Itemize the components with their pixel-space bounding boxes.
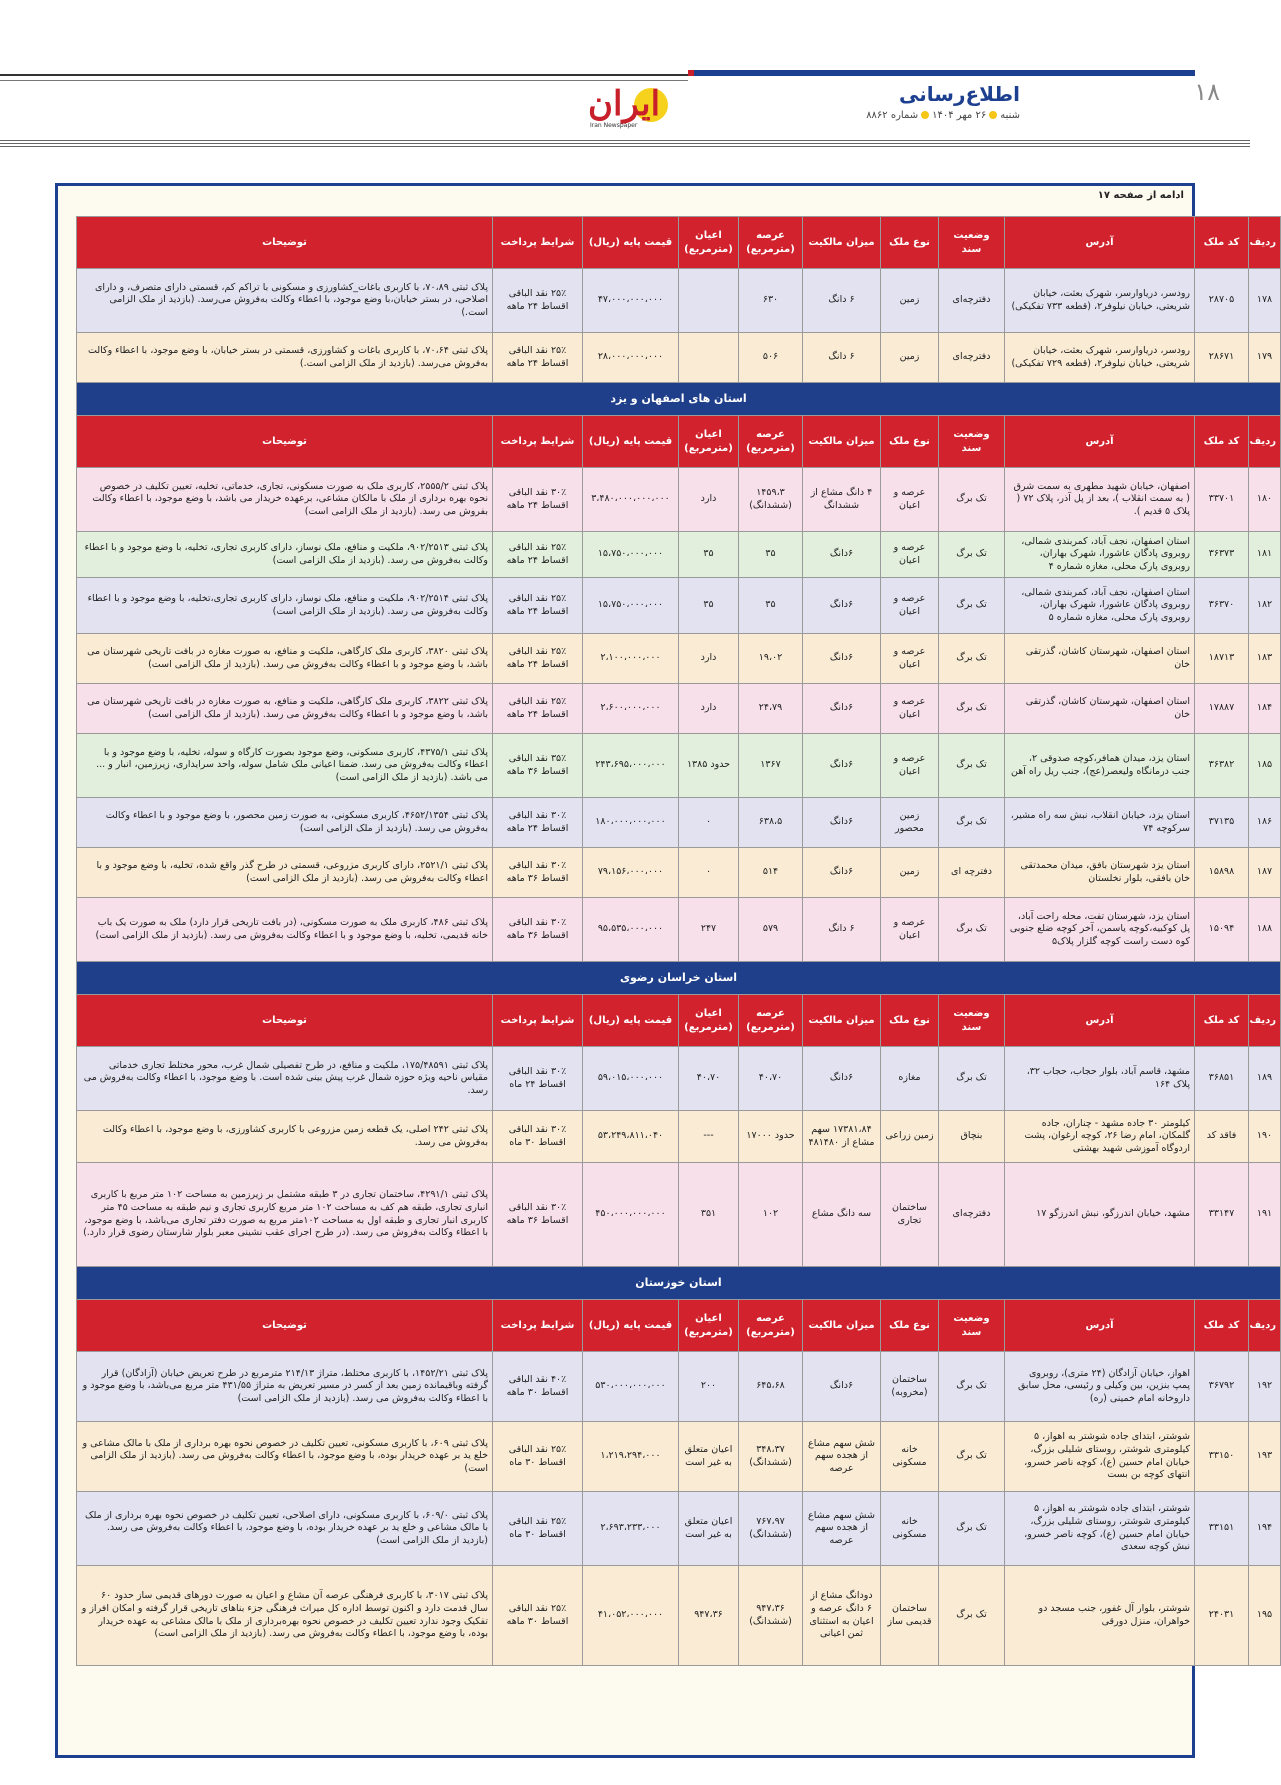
cell-code: ۲۸۶۷۱ xyxy=(1195,333,1249,383)
cell-address: استان اصفهان، نجف آباد، کمربندی شمالی، روبروی پادگان عاشورا، شهرک بهاران، روبروی پارک محلی، مغازه شماره ۴ xyxy=(1005,532,1195,578)
issue-number: شماره ۸۸۶۲ xyxy=(866,110,919,121)
issue-date: ۲۶ مهر ۱۴۰۴ xyxy=(932,110,987,121)
cell-code: ۳۶۷۹۲ xyxy=(1195,1352,1249,1422)
cell-price: ۲،۶۹۳،۲۳۳،۰۰۰ xyxy=(583,1492,679,1566)
cell-radif: ۱۸۸ xyxy=(1249,898,1281,962)
column-header: آدرس xyxy=(1005,217,1195,269)
column-header: شرایط پرداخت xyxy=(493,1300,583,1352)
cell-type: زمین محصور xyxy=(881,798,939,848)
column-header: عرصه (مترمربع) xyxy=(739,1300,803,1352)
column-header: شرایط پرداخت xyxy=(493,217,583,269)
table-row xyxy=(77,1566,1281,1666)
cell-land: ۳۵ xyxy=(739,532,803,578)
column-header: توضیحات xyxy=(77,217,493,269)
cell-ownership: ۶دانگ xyxy=(803,1047,881,1111)
cell-type: عرصه و اعیان xyxy=(881,734,939,798)
cell-type: خانه مسکونی xyxy=(881,1422,939,1492)
cell-price: ۱۵،۷۵۰،۰۰۰،۰۰۰ xyxy=(583,532,679,578)
cell-land: ۱۰۲ xyxy=(739,1163,803,1267)
table-row xyxy=(77,532,1281,578)
cell-code: ۳۳۱۵۰ xyxy=(1195,1422,1249,1492)
cell-price: ۳،۴۸۰،۰۰۰،۰۰۰،۰۰۰ xyxy=(583,468,679,532)
column-header: قیمت پایه (ریال) xyxy=(583,1300,679,1352)
column-header: نوع ملک xyxy=(881,1300,939,1352)
cell-code: ۳۶۸۵۱ xyxy=(1195,1047,1249,1111)
cell-radif: ۱۷۸ xyxy=(1249,269,1281,333)
cell-payment: ۲۵٪ نقد الباقی اقساط ۲۴ ماهه xyxy=(493,634,583,684)
cell-ownership: ۶ دانگ xyxy=(803,898,881,962)
column-header: قیمت پایه (ریال) xyxy=(583,416,679,468)
bullet-dot-icon xyxy=(921,111,929,119)
cell-address: رودسر، دریاوارسر، شهرک بعثت، خیابان شریعتی، خیابان نیلوفر۲، (قطعه ۷۲۹ تفکیکی) xyxy=(1005,333,1195,383)
cell-price: ۱۸۰،۰۰۰،۰۰۰،۰۰۰ xyxy=(583,798,679,848)
cell-deed: تک برگ xyxy=(939,1566,1005,1666)
table-row xyxy=(77,898,1281,962)
region-header-row xyxy=(77,383,1281,416)
cell-address: شوشتر، بلوار آل غفور، جنب مسجد دو خواهران، منزل دورقی xyxy=(1005,1566,1195,1666)
table-row xyxy=(77,734,1281,798)
cell-address: کیلومتر ۳۰ جاده مشهد - چناران، جاده گلمکان، امام رضا ۲۶، کوچه ارغوان، پشت اردوگاه آموزشی شهید بهشتی xyxy=(1005,1111,1195,1163)
cell-building xyxy=(679,333,739,383)
column-header: آدرس xyxy=(1005,1300,1195,1352)
cell-payment: ۲۵٪ نقد الباقی اقساط ۲۴ ماهه xyxy=(493,578,583,634)
cell-radif: ۱۸۳ xyxy=(1249,634,1281,684)
cell-building: ۰ xyxy=(679,848,739,898)
table-row xyxy=(77,1111,1281,1163)
cell-payment: ۴۰٪ نقد الباقی اقساط ۳۰ ماهه xyxy=(493,1352,583,1422)
cell-deed: دفترچه‌ای xyxy=(939,333,1005,383)
table-row xyxy=(77,468,1281,532)
cell-radif: ۱۸۶ xyxy=(1249,798,1281,848)
cell-price: ۲۴۳،۶۹۵،۰۰۰،۰۰۰ xyxy=(583,734,679,798)
column-header: شرایط پرداخت xyxy=(493,416,583,468)
cell-type: عرصه و اعیان xyxy=(881,468,939,532)
cell-price: ۱۵،۷۵۰،۰۰۰،۰۰۰ xyxy=(583,578,679,634)
cell-desc: پلاک ثبتی ۱۴۵۲/۲۱، با کاربری مختلط، متراژ ۲۱۴/۱۳ مترمربع در طرح تعریض خیابان (آزادگان) قرار گرفته وباقیمانده زمین بعد از کسر در مسیر تعریض به متراژ ۴۳۱/۵۵ متر مربع می‌باشد، با وضع موجود و با اعطاء وکالت به‌فروش می رسد. (بازدید از ملک الزامی است) xyxy=(77,1352,493,1422)
column-header: اعیان (مترمربع) xyxy=(679,995,739,1047)
cell-land: ۵۰۶ xyxy=(739,333,803,383)
cell-land: ۶۳۰ xyxy=(739,269,803,333)
cell-land: حدود ۱۷۰۰۰ xyxy=(739,1111,803,1163)
cell-type: عرصه و اعیان xyxy=(881,634,939,684)
cell-ownership: ۶دانگ xyxy=(803,798,881,848)
column-header: نوع ملک xyxy=(881,995,939,1047)
cell-desc: پلاک ثبتی ۶۰۹/۰، با کاربری مسکونی، دارای اصلاحی، تعیین تکلیف در خصوص نحوه بهره برداری از ملک با مالک مشاعی و خلع ید بر عهده خریدار بوده، با وضع موجود، با اعطاء وکالت به‌فروش می رسد. (بازدید از ملک الزامی است) xyxy=(77,1492,493,1566)
cell-deed: تک برگ xyxy=(939,734,1005,798)
cell-price: ۲،۱۰۰،۰۰۰،۰۰۰ xyxy=(583,634,679,684)
column-header: ردیف xyxy=(1249,217,1281,269)
issue-info xyxy=(866,110,1020,121)
cell-land: ۳۴۸،۳۷ (ششدانگ) xyxy=(739,1422,803,1492)
cell-code: ۳۳۷۰۱ xyxy=(1195,468,1249,532)
property-listing-table xyxy=(76,216,1281,1666)
table-row xyxy=(77,634,1281,684)
cell-payment: ۳۰٪ نقد الباقی اقساط ۲۴ ماهه xyxy=(493,798,583,848)
column-header: کد ملک xyxy=(1195,217,1249,269)
cell-code: ۱۵۰۹۴ xyxy=(1195,898,1249,962)
column-header: قیمت پایه (ریال) xyxy=(583,995,679,1047)
table-row xyxy=(77,1352,1281,1422)
cell-type: زمین xyxy=(881,269,939,333)
cell-radif: ۱۸۷ xyxy=(1249,848,1281,898)
cell-ownership: سه دانگ مشاع xyxy=(803,1163,881,1267)
cell-land: ۷۶۷،۹۷ (ششدانگ) xyxy=(739,1492,803,1566)
cell-deed: تک برگ xyxy=(939,684,1005,734)
cell-ownership: ۶ دانگ xyxy=(803,333,881,383)
cell-payment: ۳۰٪ نقد الباقی اقساط ۲۴ ماه xyxy=(493,1047,583,1111)
table-row xyxy=(77,1163,1281,1267)
logo-wordmark: ایران xyxy=(588,84,661,124)
cell-radif: ۱۷۹ xyxy=(1249,333,1281,383)
table-row xyxy=(77,578,1281,634)
cell-address: استان اصفهان، نجف آباد، کمربندی شمالی، روبروی پادگان عاشورا، شهرک بهاران، روبروی پارک محلی، مغازه شماره ۵ xyxy=(1005,578,1195,634)
cell-address: شوشتر، ابتدای جاده شوشتر به اهواز، ۵ کیلومتری شوشتر، روستای شلیلی بزرگ، خیابان امام حسین (ع)، کوچه ناصر خسرو، نبش کوچه سعدی xyxy=(1005,1492,1195,1566)
cell-radif: ۱۸۵ xyxy=(1249,734,1281,798)
cell-address: رودسر، دریاوارسر، شهرک بعثت، خیابان شریعتی، خیابان نیلوفر۲، (قطعه ۷۳۳ تفکیکی) xyxy=(1005,269,1195,333)
section-bar xyxy=(688,70,1195,76)
column-header: وضعیت سند xyxy=(939,1300,1005,1352)
cell-desc: پلاک ثبتی ۹۰۲/۲۵۱۳، ملکیت و منافع، ملک نوساز، دارای کاربری تجاری، تخلیه، با وضع موجود و با اعطاء وکالت به‌فروش می رسد. (بازدید از ملک الزامی است) xyxy=(77,532,493,578)
cell-address: استان یزد، میدان همافر،کوچه صدوقی ۲، جنب درمانگاه ولیعصر(عج)، جنب ریل راه آهن xyxy=(1005,734,1195,798)
cell-deed: دفترچه ای xyxy=(939,848,1005,898)
cell-ownership: دودانگ مشاع از ۶ دانگ عرصه و اعیان به استثنای ثمن اعیانی xyxy=(803,1566,881,1666)
cell-land: ۴۰،۷۰ xyxy=(739,1047,803,1111)
column-header: میزان مالکیت xyxy=(803,995,881,1047)
column-header: توضیحات xyxy=(77,416,493,468)
cell-desc: پلاک ثبتی ۳۸۲۰، کاربری ملک کارگاهی، ملکیت و منافع، به صورت مغازه در بافت تاریخی شهرستان می باشد، با وضع موجود و با اعطاء وکالت به‌فروش می رسد. (بازدید از ملک الزامی است) xyxy=(77,634,493,684)
column-header: اعیان (مترمربع) xyxy=(679,416,739,468)
column-header: کد ملک xyxy=(1195,416,1249,468)
column-header: توضیحات xyxy=(77,1300,493,1352)
cell-address: استان اصفهان، شهرستان کاشان، گذرتقی خان xyxy=(1005,684,1195,734)
cell-address: استان یزد شهرستان بافق، میدان محمدتقی خان بافقی، بلوار نخلستان xyxy=(1005,848,1195,898)
cell-deed: تک برگ xyxy=(939,1047,1005,1111)
cell-ownership: ۶دانگ xyxy=(803,578,881,634)
cell-type: زمین xyxy=(881,333,939,383)
continued-note: ادامه از صفحه ۱۷ xyxy=(1097,190,1184,201)
section-bar-accent xyxy=(688,70,694,76)
cell-address: مشهد، خیابان اندرزگو، نبش اندرزگو ۱۷ xyxy=(1005,1163,1195,1267)
cell-radif: ۱۹۴ xyxy=(1249,1492,1281,1566)
cell-type: عرصه و اعیان xyxy=(881,898,939,962)
column-header: وضعیت سند xyxy=(939,416,1005,468)
column-header: عرصه (مترمربع) xyxy=(739,995,803,1047)
column-header: عرصه (مترمربع) xyxy=(739,416,803,468)
cell-desc: پلاک ثبتی ۲۵۵۵/۲، کاربری ملک به صورت مسکونی، تجاری، خدماتی، تخلیه، تعیین تکلیف در خصوص نحوه بهره برداری از ملک با مالکان مشاعی، برعهده خریدار می باشد، با وضع موجود، با اعطاء وکالت بفروش می رسد. (بازدید از ملک الزامی است) xyxy=(77,468,493,532)
table-header-row xyxy=(77,995,1281,1047)
cell-radif: ۱۸۲ xyxy=(1249,578,1281,634)
cell-building: دارد xyxy=(679,468,739,532)
cell-building: ۳۵ xyxy=(679,532,739,578)
cell-price: ۱،۲۱۹،۲۹۴،۰۰۰ xyxy=(583,1422,679,1492)
column-header: میزان مالکیت xyxy=(803,217,881,269)
logo-subtitle: Iran Newspaper xyxy=(590,122,638,129)
cell-deed: تک برگ xyxy=(939,798,1005,848)
cell-code: فاقد کد xyxy=(1195,1111,1249,1163)
cell-ownership: شش سهم مشاع از هجده سهم عرصه xyxy=(803,1492,881,1566)
column-header: وضعیت سند xyxy=(939,217,1005,269)
cell-address: استان اصفهان، شهرستان کاشان، گذرتقی خان xyxy=(1005,634,1195,684)
cell-desc: پلاک ثبتی ۲۴۲ اصلی، یک قطعه زمین مزروعی با کاربری کشاورزی، با وضع موجود، با اعطاء وکالت به‌فروش می رسد. xyxy=(77,1111,493,1163)
cell-deed: تک برگ xyxy=(939,1422,1005,1492)
cell-payment: ۲۵٪ نقد الباقی اقساط ۲۴ ماهه xyxy=(493,684,583,734)
cell-type: خانه مسکونی xyxy=(881,1492,939,1566)
cell-code: ۲۸۷۰۵ xyxy=(1195,269,1249,333)
column-header: قیمت پایه (ریال) xyxy=(583,217,679,269)
cell-land: ۳۵ xyxy=(739,578,803,634)
cell-deed: تک برگ xyxy=(939,1352,1005,1422)
cell-code: ۱۷۸۸۷ xyxy=(1195,684,1249,734)
cell-type: ساختمان قدیمی ساز xyxy=(881,1566,939,1666)
cell-code: ۲۴۰۳۱ xyxy=(1195,1566,1249,1666)
cell-price: ۵۳۰،۰۰۰،۰۰۰،۰۰۰ xyxy=(583,1352,679,1422)
region-title: استان خوزستان xyxy=(77,1267,1281,1300)
cell-code: ۱۸۷۱۳ xyxy=(1195,634,1249,684)
cell-building: دارد xyxy=(679,634,739,684)
cell-desc: پلاک ثبتی ۳۰۱۷، با کاربری فرهنگی عرصه آن مشاع و اعیان به صورت دورهای قدیمی ساز حدود ۶۰ سال قدمت دارد و اکنون توسط اداره کل میراث فرهنگی جزء بناهای تاریخی قرار گرفته و امکان افراز و تفکیک وجود ندارد تعیین تکلیف در خصوص نحوه بهره‌برداری از ملک با مالک مشاعی به عهده خریدار بوده، با وضع موجود، با اعطاء وکالت به‌فروش می رسد. (بازدید از ملک الزامی است) xyxy=(77,1566,493,1666)
cell-code: ۳۷۱۳۵ xyxy=(1195,798,1249,848)
cell-payment: ۳۵٪ نقد الباقی اقساط ۳۶ ماهه xyxy=(493,734,583,798)
column-header: ردیف xyxy=(1249,416,1281,468)
top-rule xyxy=(0,74,688,76)
cell-desc: پلاک ثبتی ۴۶۵۲/۱۳۵۴، کاربری مسکونی، به صورت زمین محصور، با وضع موجود و با اعطاء وکالت به‌فروش می رسد. (بازدید از ملک الزامی است) xyxy=(77,798,493,848)
region-title: استان های اصفهان و یزد xyxy=(77,383,1281,416)
cell-radif: ۱۸۱ xyxy=(1249,532,1281,578)
region-title: استان خراسان رضوی xyxy=(77,962,1281,995)
newspaper-logo xyxy=(582,84,674,132)
cell-price: ۴۱،۰۵۲،۰۰۰،۰۰۰ xyxy=(583,1566,679,1666)
column-header: اعیان (مترمربع) xyxy=(679,1300,739,1352)
cell-building: حدود ۱۳۸۵ xyxy=(679,734,739,798)
cell-desc: پلاک ثبتی ۴۸۶، کاربری ملک به صورت مسکونی، (در بافت تاریخی قرار دارد) ملک به صورت یک باب خانه قدیمی، تخلیه، با وضع موجود و با اعطاء وکالت به‌فروش می رسد. (بازدید از ملک الزامی است) xyxy=(77,898,493,962)
cell-ownership: ۱۷۳۸۱،۸۴ سهم مشاع از ۴۸۱۴۸۰ xyxy=(803,1111,881,1163)
table-row xyxy=(77,1422,1281,1492)
column-header: اعیان (مترمربع) xyxy=(679,217,739,269)
listings-frame xyxy=(55,183,1276,1758)
section-title: اطلاع‌رسانی xyxy=(899,82,1020,106)
cell-code: ۳۳۱۵۱ xyxy=(1195,1492,1249,1566)
cell-desc: پلاک ثبتی ۱۷۵/۴۸۵۹۱، ملکیت و منافع، در طرح تفصیلی شمال غرب، محور مختلط تجاری خدماتی مقیاس ناحیه ویژه حوزه شمال غرب پیش بینی شده است. با وضع موجود، با اعطاء وکالت به‌فروش می رسد. xyxy=(77,1047,493,1111)
cell-building: ۲۴۷ xyxy=(679,898,739,962)
cell-land: ۶۳۸،۵ xyxy=(739,798,803,848)
cell-price: ۴۷،۰۰۰،۰۰۰،۰۰۰ xyxy=(583,269,679,333)
cell-payment: ۲۵٪ نقد الباقی اقساط ۲۴ ماهه xyxy=(493,532,583,578)
cell-deed: تک برگ xyxy=(939,1492,1005,1566)
cell-ownership: شش سهم مشاع از هجده سهم عرصه xyxy=(803,1422,881,1492)
cell-ownership: ۶دانگ xyxy=(803,848,881,898)
table-row xyxy=(77,684,1281,734)
cell-payment: ۳۰٪ نقد الباقی اقساط ۲۴ ماهه xyxy=(493,468,583,532)
cell-address: اهواز، خیابان آزادگان (۲۴ متری)، روبروی پمپ بنزین، بین وکیلی و رئیسی، محل سابق داروخانه امام خمینی (ره) xyxy=(1005,1352,1195,1422)
cell-price: ۲۸،۰۰۰،۰۰۰،۰۰۰ xyxy=(583,333,679,383)
cell-code: ۳۶۳۸۲ xyxy=(1195,734,1249,798)
cell-land: ۱۳۶۷ xyxy=(739,734,803,798)
cell-payment: ۲۵٪ نقد الباقی اقساط ۳۰ ماه xyxy=(493,1422,583,1492)
cell-price: ۲،۶۰۰،۰۰۰،۰۰۰ xyxy=(583,684,679,734)
cell-building: دارد xyxy=(679,684,739,734)
cell-land: ۲۴،۷۹ xyxy=(739,684,803,734)
cell-desc: پلاک ثبتی ۴۳۷۵/۱، کاربری مسکونی، وضع موجود بصورت کارگاه و سوله، تخلیه، با وضع موجود و با اعطاء وکالت به‌فروش می رسد. ضمنا اعیانی ملک شامل سوله، واحد سرایداری، زیرزمین، انبار و ... می باشد. (بازدید از ملک الزامی است) xyxy=(77,734,493,798)
cell-radif: ۱۹۳ xyxy=(1249,1422,1281,1492)
cell-type: ساختمان تجاری xyxy=(881,1163,939,1267)
table-row xyxy=(77,333,1281,383)
cell-building: --- xyxy=(679,1111,739,1163)
cell-land: ۱۴۵۹،۳ (ششدانگ) xyxy=(739,468,803,532)
cell-payment: ۲۵٪ نقد الباقی اقساط ۳۰ ماهه xyxy=(493,1566,583,1666)
cell-ownership: ۴ دانگ مشاع از ششدانگ xyxy=(803,468,881,532)
cell-building: ۹۴۷،۳۶ xyxy=(679,1566,739,1666)
cell-code: ۳۶۳۷۳ xyxy=(1195,532,1249,578)
cell-code: ۳۶۳۷۰ xyxy=(1195,578,1249,634)
cell-type: زمین xyxy=(881,848,939,898)
column-header: ردیف xyxy=(1249,995,1281,1047)
cell-desc: پلاک ثبتی ۹۰۲/۲۵۱۴، ملکیت و منافع، ملک نوساز، دارای کاربری تجاری،تخلیه، با وضع موجود و با اعطاء وکالت به‌فروش می رسد. (بازدید از ملک الزامی است) xyxy=(77,578,493,634)
region-header-row xyxy=(77,1267,1281,1300)
table-row xyxy=(77,1047,1281,1111)
cell-building: ۳۵۱ xyxy=(679,1163,739,1267)
column-header: میزان مالکیت xyxy=(803,1300,881,1352)
cell-address: استان یزد، خیابان انقلاب، نبش سه راه مشیر، سرکوچه ۷۴ xyxy=(1005,798,1195,848)
cell-price: ۷۹،۱۵۶،۰۰۰،۰۰۰ xyxy=(583,848,679,898)
cell-deed: تک برگ xyxy=(939,532,1005,578)
column-header: کد ملک xyxy=(1195,1300,1249,1352)
column-header: نوع ملک xyxy=(881,217,939,269)
cell-payment: ۳۰٪ نقد الباقی اقساط ۳۶ ماهه xyxy=(493,898,583,962)
cell-payment: ۲۵٪ نقد الباقی اقساط ۲۴ ماهه xyxy=(493,269,583,333)
cell-land: ۶۴۵،۶۸ xyxy=(739,1352,803,1422)
table-header-row xyxy=(77,416,1281,468)
cell-type: عرصه و اعیان xyxy=(881,684,939,734)
bullet-dot-icon xyxy=(989,111,997,119)
column-header: عرصه (مترمربع) xyxy=(739,217,803,269)
cell-radif: ۱۸۹ xyxy=(1249,1047,1281,1111)
cell-payment: ۳۰٪ نقد الباقی اقساط ۳۶ ماهه xyxy=(493,848,583,898)
cell-desc: پلاک ثبتی ۷۰،۶۴، با کاربری باغات و کشاورزی، قسمتی در بستر خیابان، با وضع موجود، با اعطاء وکالت به‌فروش می‌رسد. (بازدید از ملک الزامی است.) xyxy=(77,333,493,383)
cell-building: ۲۰۰ xyxy=(679,1352,739,1422)
table-header-row xyxy=(77,217,1281,269)
cell-desc: پلاک ثبتی ۲۵۲۱/۱، دارای کاربری مزروعی، قسمتی در طرح گذر واقع شده، تخلیه، با وضع موجود و با اعطاء وکالت به‌فروش می رسد. (بازدید از ملک الزامی است) xyxy=(77,848,493,898)
cell-building: ۴۰،۷۰ xyxy=(679,1047,739,1111)
cell-building: ۰ xyxy=(679,798,739,848)
cell-address: استان یزد، شهرستان تفت، محله راحت آباد، پل کوکبیه،کوچه یاسمن، آخر کوچه ضلع جنوبی کوه دست راست کوچه گلزار پلاک۵ xyxy=(1005,898,1195,962)
table-row xyxy=(77,269,1281,333)
cell-desc: پلاک ثبتی ۷۰،۸۹، با کاربری باغات_کشاورزی و مسکونی با تراکم کم، قسمتی دارای متصرف، و دارای اصلاحی، در بستر خیابان،با وضع موجود، با اعطاء وکالت به‌فروش می‌رسد. (بازدید از ملک الزامی است.) xyxy=(77,269,493,333)
column-header: توضیحات xyxy=(77,995,493,1047)
cell-code: ۱۵۸۹۸ xyxy=(1195,848,1249,898)
cell-type: عرصه و اعیان xyxy=(881,578,939,634)
cell-radif: ۱۹۱ xyxy=(1249,1163,1281,1267)
cell-deed: تک برگ xyxy=(939,468,1005,532)
cell-radif: ۱۹۵ xyxy=(1249,1566,1281,1666)
page-number: ۱۸ xyxy=(1194,78,1220,106)
column-header: میزان مالکیت xyxy=(803,416,881,468)
cell-code: ۳۳۱۴۷ xyxy=(1195,1163,1249,1267)
cell-payment: ۳۰٪ نقد الباقی اقساط ۳۰ ماه xyxy=(493,1111,583,1163)
cell-address: اصفهان، خیابان شهید مطهری به سمت شرق ( به سمت انقلاب )، بعد از پل آذر، پلاک ۷۲ ( پلاک ۵ قدیم ). xyxy=(1005,468,1195,532)
cell-building xyxy=(679,269,739,333)
column-header: آدرس xyxy=(1005,416,1195,468)
cell-price: ۵۳،۲۴۹،۸۱۱،۰۴۰ xyxy=(583,1111,679,1163)
cell-ownership: ۶ دانگ xyxy=(803,269,881,333)
column-header: وضعیت سند xyxy=(939,995,1005,1047)
cell-ownership: ۶دانگ xyxy=(803,684,881,734)
header-bottom-rules xyxy=(0,140,1250,149)
cell-price: ۹۵،۵۳۵،۰۰۰،۰۰۰ xyxy=(583,898,679,962)
cell-ownership: ۶دانگ xyxy=(803,734,881,798)
cell-type: ساختمان (مخروبه) xyxy=(881,1352,939,1422)
cell-address: مشهد، قاسم آباد، بلوار حجاب، حجاب ۳۲، پلاک ۱۶۴ xyxy=(1005,1047,1195,1111)
cell-radif: ۱۹۰ xyxy=(1249,1111,1281,1163)
cell-address: شوشتر، ابتدای جاده شوشتر به اهواز، ۵ کیلومتری شوشتر، روستای شلیلی بزرگ، خیابان امام حسین (ع)، کوچه ناصر خسرو، انتهای کوچه بن بست xyxy=(1005,1422,1195,1492)
table-header-row xyxy=(77,1300,1281,1352)
cell-radif: ۱۸۴ xyxy=(1249,684,1281,734)
cell-land: ۵۱۴ xyxy=(739,848,803,898)
cell-type: عرصه و اعیان xyxy=(881,532,939,578)
cell-desc: پلاک ثبتی ۶۰۹، با کاربری مسکونی، تعیین تکلیف در خصوص نحوه بهره برداری از ملک با مالک مشاعی و خلع ید بر عهده خریدار بوده، با وضع موجود، با اعطاء وکالت به‌فروش می رسد. (بازدید از ملک الزامی است) xyxy=(77,1422,493,1492)
cell-building: اعیان متعلق به غیر است xyxy=(679,1492,739,1566)
cell-payment: ۳۰٪ نقد الباقی اقساط ۳۶ ماهه xyxy=(493,1163,583,1267)
cell-radif: ۱۹۲ xyxy=(1249,1352,1281,1422)
column-header: نوع ملک xyxy=(881,416,939,468)
cell-deed: دفترچه‌ای xyxy=(939,1163,1005,1267)
cell-payment: ۲۵٪ نقد الباقی اقساط ۳۰ ماه xyxy=(493,1492,583,1566)
cell-desc: پلاک ثبتی ۳۸۲۲، کاربری ملک کارگاهی، ملکیت و منافع، به صورت مغازه در بافت تاریخی شهرستان می باشد، با وضع موجود و با اعطاء وکالت به‌فروش می رسد. (بازدید از ملک الزامی است) xyxy=(77,684,493,734)
cell-ownership: ۶دانگ xyxy=(803,1352,881,1422)
cell-price: ۴۵۰،۰۰۰،۰۰۰،۰۰۰ xyxy=(583,1163,679,1267)
top-rule-thin xyxy=(0,80,688,81)
region-header-row xyxy=(77,962,1281,995)
table-row xyxy=(77,1492,1281,1566)
cell-land: ۹۴۷،۳۶ (ششدانگ) xyxy=(739,1566,803,1666)
cell-deed: تک برگ xyxy=(939,634,1005,684)
cell-price: ۵۹،۰۱۵،۰۰۰،۰۰۰ xyxy=(583,1047,679,1111)
cell-payment: ۲۵٪ نقد الباقی اقساط ۲۴ ماهه xyxy=(493,333,583,383)
cell-type: زمین زراعی xyxy=(881,1111,939,1163)
cell-building: اعیان متعلق به غیر است xyxy=(679,1422,739,1492)
column-header: ردیف xyxy=(1249,1300,1281,1352)
table-row xyxy=(77,848,1281,898)
issue-weekday: شنبه xyxy=(1000,110,1020,121)
cell-deed: تک برگ xyxy=(939,898,1005,962)
cell-land: ۵۷۹ xyxy=(739,898,803,962)
cell-deed: دفترچه‌ای xyxy=(939,269,1005,333)
column-header: آدرس xyxy=(1005,995,1195,1047)
cell-desc: پلاک ثبتی ۴۲۹۱/۱، ساختمان تجاری در ۳ طبقه مشتمل بر زیرزمین به مساحت ۱۰۲ متر مربع با کاربری انباری تجاری، طبقه هم کف به مساحت ۱۰۲ متر مربع کاربری تجاری و نیم طبقه به مساحت ۴۵ متر کاربری انبار تجاری و طبقه اول به مساحت ۱۰۲متر مربع به صورت دفتر تجاری می‌باشد، با وضع موجود، با اعطاء وکالت به‌فروش می رسد. (در طرح اجرای عقب نشینی معبر بلوار شارستان رضوی قرار دارد.) xyxy=(77,1163,493,1267)
cell-land: ۱۹،۰۲ xyxy=(739,634,803,684)
column-header: کد ملک xyxy=(1195,995,1249,1047)
cell-deed: بنچاق xyxy=(939,1111,1005,1163)
cell-ownership: ۶دانگ xyxy=(803,634,881,684)
cell-ownership: ۶دانگ xyxy=(803,532,881,578)
cell-building: ۳۵ xyxy=(679,578,739,634)
table-row xyxy=(77,798,1281,848)
cell-deed: تک برگ xyxy=(939,578,1005,634)
column-header: شرایط پرداخت xyxy=(493,995,583,1047)
cell-type: مغازه xyxy=(881,1047,939,1111)
cell-radif: ۱۸۰ xyxy=(1249,468,1281,532)
